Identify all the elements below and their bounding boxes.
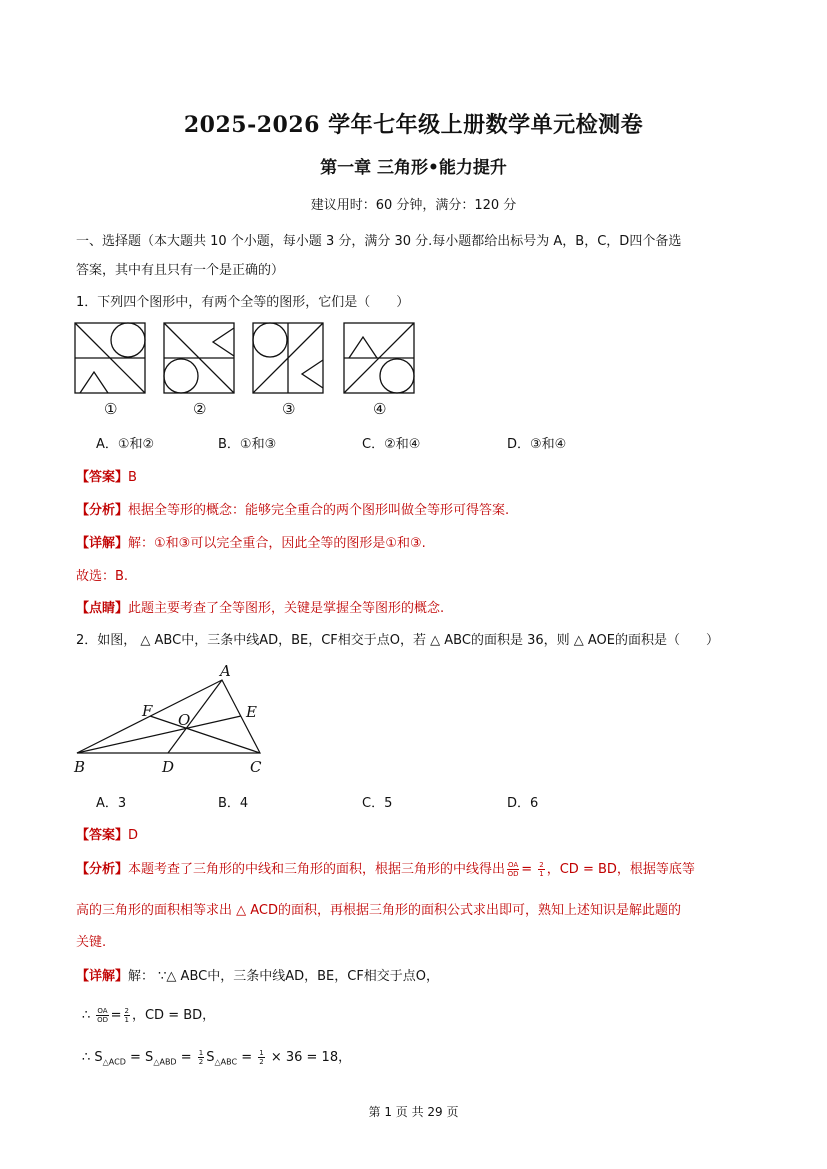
q1-comment-text: 此题主要考查了全等图形，关键是掌握全等图形的概念. — [128, 601, 445, 616]
q2-option-a: A．3 — [96, 796, 127, 811]
q2-label-b: B — [74, 758, 86, 775]
q2-label-a: A — [220, 662, 231, 680]
q1-figure-label-4: ④ — [373, 400, 387, 418]
q2-triangle-abc — [77, 680, 260, 753]
q2-step1-therefore: ∴ — [82, 1008, 91, 1023]
q1-detail-text: 解：①和③可以完全重合，因此全等的图形是①和③. — [128, 536, 426, 551]
q2-label-c: C — [250, 758, 262, 775]
q2-answer-value: D — [128, 828, 139, 843]
q2-analysis-text-a: 本题考查了三角形的中线和三角形的面积，根据三角形的中线得出 — [128, 862, 506, 877]
q2-step1-equals: = — [110, 1008, 122, 1023]
q1-figure-label-3: ③ — [282, 400, 296, 418]
q1-answer-tag: 【答案】 — [76, 470, 129, 485]
q2-step1 — [82, 1004, 215, 1024]
q2-label-o: O — [178, 711, 191, 729]
q2-label-f: F — [142, 702, 153, 720]
q2-fraction-oa-od: $\frac{OA}{OD}$ — [507, 861, 519, 878]
q2-label-e: E — [246, 703, 257, 721]
q1-option-c: C．②和④ — [362, 437, 421, 452]
q1-analysis — [76, 499, 509, 518]
q1-figure-label-2: ② — [193, 400, 207, 418]
q1-figure-1 — [75, 323, 145, 393]
q1-choose: 故选：B. — [76, 569, 129, 584]
q1-detail — [76, 532, 426, 551]
q2-step2-fraction-1-2: $\frac{1}{2}$ — [198, 1049, 204, 1066]
q1-figure-4 — [344, 323, 414, 393]
section-heading-line1: 一、选择题（本大题共 10 个小题，每小题 3 分，满分 30 分.每小题都给出标号为 A，B，C，D四个备选 — [76, 234, 682, 249]
q1-figure-label-1: ① — [104, 400, 118, 418]
q2-option-c: C．5 — [362, 796, 393, 811]
q2-median-be — [77, 716, 241, 753]
q2-analysis-line1 — [76, 858, 695, 878]
q1-comment — [76, 597, 444, 616]
q1-analysis-tag: 【分析】 — [76, 503, 129, 518]
q2-option-d: D．6 — [507, 796, 539, 811]
q1-answer-value: B — [128, 470, 137, 485]
q2-median-ad — [168, 680, 222, 753]
q2-triangle-figure — [70, 660, 280, 775]
section-heading-line2: 答案，其中有且只有一个是正确的） — [76, 263, 285, 278]
q1-stem: 1．下列四个图形中，有两个全等的图形，它们是（ ） — [76, 295, 410, 310]
q2-step2: ∴ $S_{\triangle ACD} = S_{\triangle ABD}$ = $\frac{1}{2}$ $S_{\triangle ABC}$ = $\frac{1}{2}$ × 36 = 18， — [82, 1049, 352, 1067]
q2-analysis-text-c: ，CD = BD，根据等底等 — [546, 862, 695, 877]
q2-answer-tag: 【答案】 — [76, 828, 129, 843]
time-score-info: 建议用时：60 分钟，满分：120 分 — [310, 198, 517, 213]
q1-answer — [76, 466, 137, 485]
q2-step1-tail: ，CD = BD， — [131, 1008, 216, 1023]
q1-option-a: A．①和② — [96, 437, 155, 452]
q1-figure-3 — [253, 323, 323, 393]
q2-detail-tag: 【详解】 — [76, 969, 129, 984]
q2-label-d: D — [162, 758, 175, 775]
q2-stem: 2．如图， △ ABC中，三条中线AD，BE，CF相交于点O，若 △ ABC的面积是 36，则 △ AOE的面积是（ ） — [76, 633, 719, 648]
q2-detail-text: 解： ∵△ ABC中，三条中线AD，BE，CF相交于点O， — [128, 969, 440, 984]
q2-analysis-tag: 【分析】 — [76, 862, 129, 877]
q1-analysis-text: 根据全等形的概念：能够完全重合的两个图形叫做全等形可得答案. — [128, 503, 510, 518]
q2-detail — [76, 965, 439, 984]
chapter-subtitle: 第一章 三角形•能力提升 — [320, 158, 507, 178]
q2-option-b: B．4 — [218, 796, 249, 811]
q1-option-b: B．①和③ — [218, 437, 277, 452]
page-footer: 第 1 页 共 29 页 — [368, 1105, 459, 1119]
q2-step2-fraction-1-2b: $\frac{1}{2}$ — [259, 1049, 264, 1066]
q2-fraction-2-1: $\frac{2}{1}$ — [539, 861, 544, 878]
page-title: 2025-2026 学年七年级上册数学单元检测卷 — [183, 112, 644, 138]
q1-figure-2 — [164, 323, 234, 393]
q1-detail-tag: 【详解】 — [76, 536, 129, 551]
q2-step1-fraction-oa-od: $\frac{OA}{OD}$ — [97, 1007, 108, 1024]
q1-comment-tag: 【点睛】 — [76, 601, 129, 616]
q1-option-d: D．③和④ — [507, 437, 567, 452]
q2-analysis-equals: = — [521, 862, 537, 877]
q2-answer — [76, 824, 138, 843]
q2-step1-fraction-2-1: $\frac{2}{1}$ — [124, 1007, 129, 1024]
q2-analysis-line2: 高的三角形的面积相等求出 △ ACD的面积，再根据三角形的面积公式求出即可，熟知上述知识是解此题的 — [76, 903, 682, 918]
q2-analysis-line3: 关键. — [76, 935, 107, 950]
